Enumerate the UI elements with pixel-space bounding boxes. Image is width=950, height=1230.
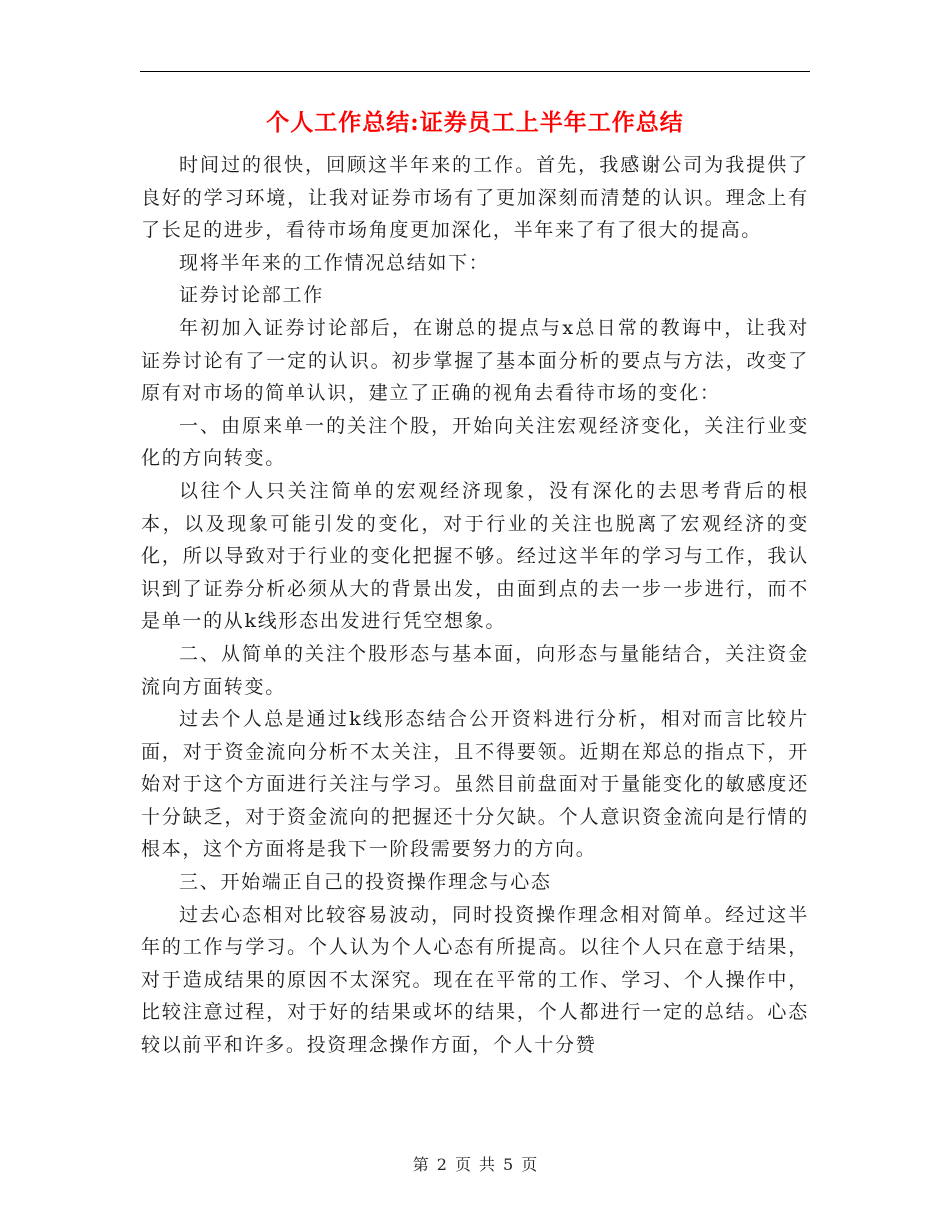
paragraph: 现将半年来的工作情况总结如下： [179, 251, 490, 274]
paragraph: 一、由原来单一的关注个股，开始向关注宏观经济变化，关注行业变化的方向转变。 [141, 414, 809, 470]
document-title: 个人工作总结:证券员工上半年工作总结 [266, 109, 684, 136]
paragraph: 过去个人总是通过k线形态结合公开资料进行分析，相对而言比较片面，对于资金流向分析不太关注，且不得要领。近期在郑总的指点下，开始对于这个方面进行关注与学习。虽然目前盘面对于量能变化的敏感度还十分缺乏，对于资金流向的把握还十分欠缺。个人意识资金流向是行情的根本，这个方面将是我下一阶段需要努力的方向。 [141, 708, 809, 861]
footer-prefix: 第 [412, 1155, 429, 1174]
paragraph: 三、开始端正自己的投资操作理念与心态 [179, 871, 552, 894]
paragraph: 二、从简单的关注个股形态与基本面，向形态与量能结合，关注资金流向方面转变。 [141, 642, 809, 698]
page-footer [0, 1153, 950, 1177]
paragraph: 以往个人只关注简单的宏观经济现象，没有深化的去思考背后的根本，以及现象可能引发的变化，对于行业的关注也脱离了宏观经济的变化，所以导致对于行业的变化把握不够。经过这半年的学习与工作，我认识到了证券分析必须从大的背景出发，由面到点的去一步一步进行，而不是单一的从k线形态出发进行凭空想象。 [141, 479, 809, 633]
document-body [141, 149, 809, 1062]
paragraph: 时间过的很快，回顾这半年来的工作。首先，我感谢公司为我提供了良好的学习环境，让我对证券市场有了更加深刻而清楚的认识。理念上有了长足的进步，看待市场角度更加深化，半年来了有了很大的提高。 [141, 154, 809, 242]
paragraph: 过去心态相对比较容易波动，同时投资操作理念相对简单。经过这半年的工作与学习。个人认为个人心态有所提高。以往个人只在意于结果，对于造成结果的原因不太深究。现在在平常的工作、学习、个人操作中，比较注意过程，对于好的结果或坏的结果，个人都进行一定的总结。心态较以前平和许多。投资理念操作方面，个人十分赞 [141, 903, 809, 1057]
footer-page-number: 2 [436, 1155, 447, 1174]
footer-page-word: 页 [454, 1155, 471, 1174]
footer-total-label: 共 [479, 1155, 496, 1174]
header-rule [140, 71, 810, 72]
footer-suffix: 页 [521, 1155, 538, 1174]
footer-total-pages: 5 [503, 1155, 514, 1174]
paragraph: 年初加入证券讨论部后，在谢总的提点与x总日常的教诲中，让我对证券讨论有了一定的认识。初步掌握了基本面分析的要点与方法，改变了原有对市场的简单认识，建立了正确的视角去看待市场的变化： [141, 316, 809, 405]
section-heading: 证券讨论部工作 [179, 284, 324, 307]
